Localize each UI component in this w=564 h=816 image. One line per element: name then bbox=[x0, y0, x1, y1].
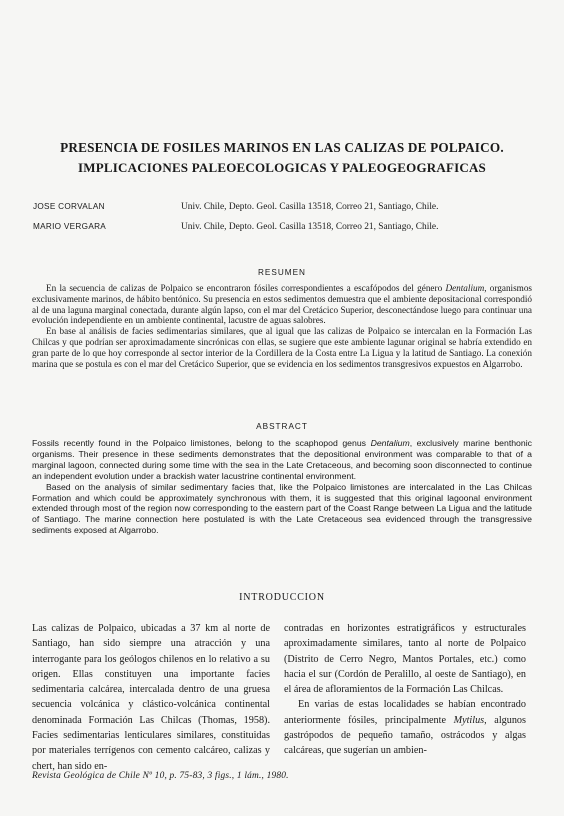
author-affiliation: Univ. Chile, Depto. Geol. Casilla 13518, Correo 21, Santiago, Chile. bbox=[181, 202, 439, 212]
abstract-heading: ABSTRACT bbox=[256, 422, 308, 431]
journal-citation-footer: Revista Geológica de Chile Nº 10, p. 75-83, 3 figs., 1 lám., 1980. bbox=[32, 771, 289, 781]
resumen-paragraph-2: En base al análisis de facies sedimentarias similares, que al igual que las calizas de Polpaico se intercalan en la Formación Las Chilcas y que podrían ser aproximadamente sincrónicas con ellas, se sugiere que este ambiente lagunar original se habría extendido en gran parte de lo que hoy corresponde al sector interior de la Cordillera de la Costa entre La Ligua y la latitud de Santiago. La conexión marina que se postula es con el mar del Cretácico Superior, que se evidencia en los sedimentos transgresivos expuestos en Algarrobo. bbox=[32, 326, 532, 369]
intro-column-right bbox=[284, 621, 526, 759]
resumen-body bbox=[32, 283, 532, 369]
page-title-line-2: IMPLICACIONES PALEOECOLOGICAS Y PALEOGEOGRAFICAS bbox=[78, 160, 486, 175]
author-affiliation: Univ. Chile, Depto. Geol. Casilla 13518, Correo 21, Santiago, Chile. bbox=[181, 222, 439, 232]
abstract-paragraph-1: Fossils recently found in the Polpaico limistones, belong to the scaphopod genus Dentalium, exclusively marine benthonic organisms. Their presence in these sediments demonstrates that the depositional environment was comparable to that of a marginal lagoon, connected during some time with the sea in the Late Cretaceous, and becoming soon disconnected to continue an independent evolution under a brackish water lacustrine continental environment. bbox=[32, 438, 532, 481]
introduccion-heading: INTRODUCCION bbox=[239, 592, 325, 603]
resumen-paragraph-1: En la secuencia de calizas de Polpaico se encontraron fósiles correspondientes a escafópodos del género Dentalium, organismos exclusivamente marinos, de hábito bentónico. Su presencia en estos sedimentos demuestra que el ambiente depositacional correspondió al de una laguna marginal conectada, durante algún lapso, con el mar del Cretácico Superior, desconectándose luego para continuar una evolución independiente en un ambiente continental, lacustre de aguas salobres. bbox=[32, 283, 532, 326]
author-row bbox=[33, 222, 533, 232]
author-name: JOSE CORVALAN bbox=[33, 202, 105, 211]
intro-paragraph-1: Las calizas de Polpaico, ubicadas a 37 km al norte de Santiago, han sido siempre una atracción y una interrogante para los geólogos chilenos en lo relativo a su origen. Ellas constituyen una importante facies sedimentaria calcárea, intercalada dentro de una gruesa secuencia volcánica y clástico-volcánica continental denominada Formación Las Chilcas (Thomas, 1958). Facies sedimentarias lenticulares similares, constituidas por materiales terrígenos con cemento calcáreo, calizas y chert, han sido en- bbox=[32, 623, 270, 772]
resumen-heading: RESUMEN bbox=[258, 268, 306, 277]
intro-paragraph-1-continued: contradas en horizontes estratigráficos y estructurales aproximadamente similares, tanto al norte de Polpaico (Distrito de Cerro Negro, Mantos Portales, etc.) como hacia el sur (Cordón de Peralillo, al oeste de Santiago), en el área de afloramientos de la Formación Las Chilcas. bbox=[284, 623, 526, 696]
author-name: MARIO VERGARA bbox=[33, 222, 107, 231]
author-list bbox=[33, 202, 533, 242]
bleed-through-text bbox=[260, 58, 330, 148]
abstract-paragraph-2: Based on the analysis of similar sedimentary facies that, like the Polpaico limistones are intercalated in the Las Chilcas Formation and which could be approximately synchronous with them, it is suggested that this original lagoonal environment extended through most of the region now corresponding to the eastern part of the Coast Range between La Ligua and the latitude of Santiago. The marine connection here postulated is with the Late Cretaceous sea evidenced through the transgressive sediments exposed at Algarrobo. bbox=[32, 481, 532, 536]
intro-column-left bbox=[32, 621, 270, 774]
intro-paragraph-2: En varias de estas localidades se habían encontrado anteriormente fósiles, principalmente Mytilus, algunos gastrópodos de pequeño tamaño, ostrácodos y algas calcáreas, que sugerían un ambien- bbox=[284, 699, 526, 757]
abstract-body bbox=[32, 438, 532, 536]
author-row bbox=[33, 202, 533, 212]
page-title-line-1: PRESENCIA DE FOSILES MARINOS EN LAS CALIZAS DE POLPAICO. bbox=[60, 140, 504, 155]
